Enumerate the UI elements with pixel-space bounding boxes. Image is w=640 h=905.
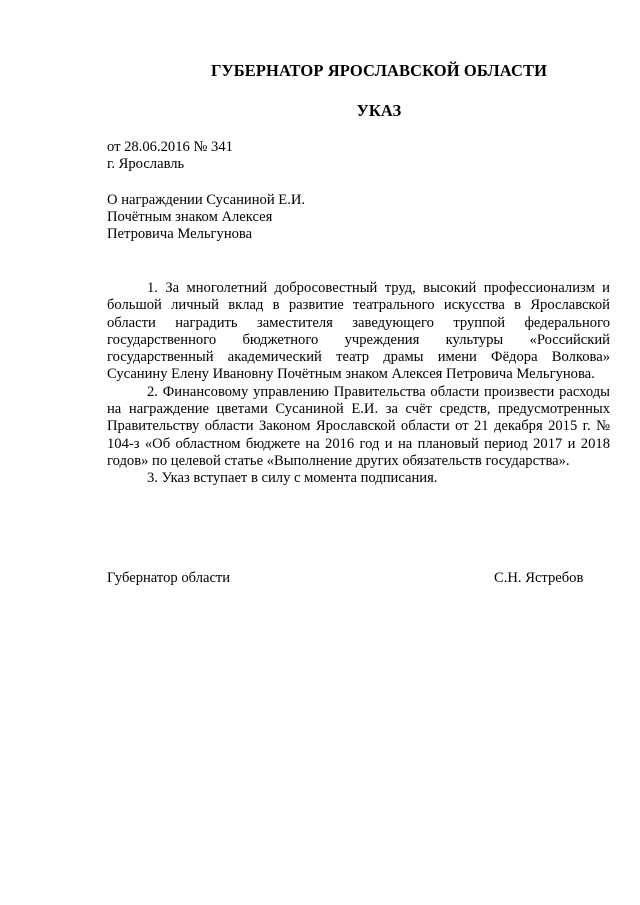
authority-title: ГУБЕРНАТОР ЯРОСЛАВСКОЙ ОБЛАСТИ xyxy=(210,61,548,80)
date-number: от 28.06.2016 № 341 xyxy=(107,139,233,155)
paragraph-2: 2. Финансовому управлению Правительства области произвести расходы на награждение цветами Сусаниной Е.И. за счёт средств, предусмотренных Правительству области Законом Ярославской области от 21 декабря 2015 г. № 104-з «Об областном бюджете на 2016 год и на плановый период 2017 и 2018 годов» по целевой статье «Выполнение других обязательств государства». xyxy=(107,383,610,469)
paragraph-1: 1. За многолетний добросовестный труд, высокий профессионализм и большой личный вклад в развитие театрального искусства в Ярославской области наградить заместителя заведующего труппой федерального государственного бюджетного учреждения культуры «Российский государственный академический театр драмы имени Фёдора Волкова» Сусанину Елену Ивановну Почётным знаком Алексея Петровича Мельгунова. xyxy=(107,280,610,383)
subject-line-3: Петровича Мельгунова xyxy=(107,226,253,242)
subject-line-1: О награждении Сусаниной Е.И. xyxy=(107,192,306,208)
signatory-name: С.Н. Ястребов xyxy=(494,570,584,586)
paragraph-3: 3. Указ вступает в силу с момента подписания. xyxy=(147,470,438,487)
subject-line-2: Почётным знаком Алексея xyxy=(107,209,273,225)
signatory-position: Губернатор области xyxy=(107,570,231,586)
document-type: УКАЗ xyxy=(356,101,402,120)
place: г. Ярославль xyxy=(107,156,185,172)
decree-body xyxy=(107,280,610,488)
